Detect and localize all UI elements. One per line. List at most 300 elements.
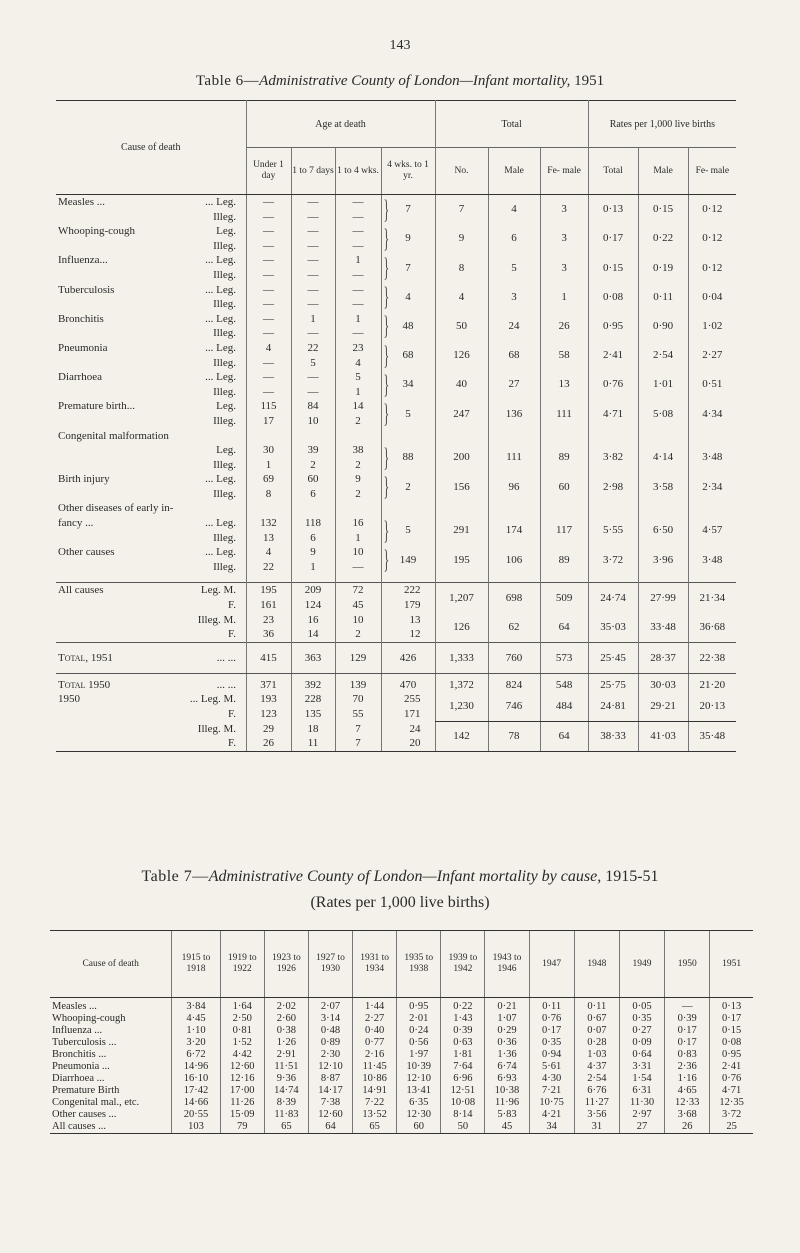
header-male: Male	[488, 148, 540, 195]
no-value: 4	[435, 283, 488, 312]
four-wks-value: 4 }	[381, 283, 435, 312]
cause-label: Congenital mal., etc.	[52, 1097, 140, 1109]
table-row-leg	[56, 370, 736, 385]
rate-male-value: 2·54	[638, 341, 688, 370]
male-value: 136	[488, 399, 540, 428]
rate-female-value: 0·12	[688, 253, 736, 282]
table-row-leg	[56, 224, 736, 239]
total-value: 25·45	[588, 642, 638, 673]
table7-header-cause: Cause of death	[50, 931, 172, 998]
age-value: 1	[335, 531, 381, 546]
table7-header-period: 1939 to 1942	[441, 931, 485, 998]
rate-value: 65	[264, 1121, 308, 1134]
total-value: 25·75	[588, 673, 638, 692]
rate-value: 0·08	[710, 1037, 753, 1049]
cause-label-illeg	[56, 268, 246, 283]
rate-value: 7·22	[353, 1097, 397, 1109]
total-label	[56, 642, 246, 673]
rate-total-value: 3·72	[588, 545, 638, 574]
male-value: 111	[488, 443, 540, 472]
male-value: 106	[488, 545, 540, 574]
total-value: 139	[335, 673, 381, 692]
age-value: 60	[291, 472, 335, 487]
empty-cell	[688, 429, 736, 444]
summary-value: 10	[335, 613, 381, 628]
rate-value: 11·30	[619, 1097, 664, 1109]
cause-label	[56, 283, 246, 298]
summary-total-rate-female: 21·34	[688, 583, 736, 613]
empty-cell	[291, 429, 335, 444]
summary-row	[56, 692, 736, 707]
female-value: 89	[540, 545, 588, 574]
rate-value: 0·40	[353, 1025, 397, 1037]
age-value: 118	[291, 516, 335, 531]
rate-value: 3·20	[172, 1037, 220, 1049]
summary-value: 23	[246, 613, 291, 628]
empty-cell	[638, 501, 688, 516]
brace-icon: }	[383, 193, 390, 225]
cause-label	[56, 312, 246, 327]
age-value: —	[335, 210, 381, 225]
empty-cell	[540, 501, 588, 516]
total-value: 470	[381, 673, 435, 692]
cause-label-illeg	[56, 210, 246, 225]
cause-label: Tuberculosis ...	[52, 1037, 117, 1049]
cause-name: Premature birth...	[58, 400, 135, 413]
cause-label	[56, 370, 246, 385]
rate-value: 2·91	[264, 1049, 308, 1061]
separator-cell	[56, 574, 246, 583]
total-value: 28·37	[638, 642, 688, 673]
age-value: —	[335, 297, 381, 312]
rate-value: 5·61	[529, 1061, 574, 1073]
no-value: 291	[435, 516, 488, 545]
rate-value: 0·39	[665, 1013, 710, 1025]
total-value: 129	[335, 642, 381, 673]
rate-value: 0·67	[574, 1013, 619, 1025]
total-row	[56, 642, 736, 673]
rate-value: 1·64	[220, 998, 264, 1014]
rate-value: 0·95	[397, 998, 441, 1014]
brace-icon: }	[383, 368, 390, 400]
summary-total-female: 509	[540, 583, 588, 613]
rate-value: 6·31	[619, 1085, 664, 1097]
table7-body	[50, 998, 753, 1134]
female-value: 117	[540, 516, 588, 545]
summary-sub-label: ... Leg. M.	[189, 693, 236, 706]
rate-value: 6·96	[441, 1073, 485, 1085]
empty-cell	[488, 501, 540, 516]
table-row-leg	[56, 399, 736, 414]
summary-label	[56, 736, 246, 751]
age-value: —	[335, 268, 381, 283]
table7-header-period: 1943 to 1946	[485, 931, 529, 998]
rate-female-value: 0·12	[688, 224, 736, 253]
rate-value: 79	[220, 1121, 264, 1134]
summary-label	[56, 627, 246, 642]
age-value: —	[246, 224, 291, 239]
empty-cell	[488, 429, 540, 444]
header-rate-female: Fe- male	[688, 148, 736, 195]
total-value: 426	[381, 642, 435, 673]
rate-value: 9·36	[264, 1073, 308, 1085]
cause-name: Other causes	[58, 546, 115, 559]
age-value: —	[291, 297, 335, 312]
rate-value: 7·64	[441, 1061, 485, 1073]
summary-total-rate-total: 24·74	[588, 583, 638, 613]
age-value: 1	[246, 458, 291, 473]
rate-value: 11·83	[264, 1109, 308, 1121]
rate-female-value: 4·57	[688, 516, 736, 545]
empty-cell	[335, 501, 381, 516]
brace-icon: }	[383, 339, 390, 371]
header-under-1-day: Under 1 day	[246, 148, 291, 195]
male-value: 4	[488, 195, 540, 225]
leg-label: ... Leg.	[205, 371, 236, 384]
cause-name: Bronchitis	[58, 312, 104, 325]
header-1-to-4-wks: 1 to 4 wks.	[335, 148, 381, 195]
rate-value: 1·16	[665, 1073, 710, 1085]
rate-female-value: 3·48	[688, 545, 736, 574]
cause-label	[56, 516, 246, 531]
no-value: 50	[435, 312, 488, 341]
summary-value: 209	[291, 583, 335, 598]
male-value: 27	[488, 370, 540, 399]
rate-value: 34	[529, 1121, 574, 1134]
age-value: 30	[246, 443, 291, 458]
age-value: 1	[335, 253, 381, 268]
rate-value: 6·35	[397, 1097, 441, 1109]
rate-male-value: 5·08	[638, 399, 688, 428]
table6-title-italic: Administrative County of London—Infant mortality,	[259, 73, 571, 89]
rate-value: 14·96	[172, 1061, 220, 1073]
rate-value: 60	[397, 1121, 441, 1134]
summary-value: 171	[381, 707, 435, 722]
empty-cell	[540, 574, 588, 583]
rate-value: 3·56	[574, 1109, 619, 1121]
rate-female-value: 2·34	[688, 472, 736, 501]
rate-value: 14·74	[264, 1085, 308, 1097]
summary-label	[56, 613, 246, 628]
empty-cell	[588, 501, 638, 516]
age-value: 2	[335, 487, 381, 502]
leg-label: Leg.	[216, 225, 236, 238]
rate-value: 2·07	[308, 998, 352, 1014]
table6-title-year: 1951	[570, 73, 605, 89]
rate-value: 4·45	[172, 1013, 220, 1025]
age-value: —	[335, 326, 381, 341]
rate-value: 10·86	[353, 1073, 397, 1085]
no-value: 7	[435, 195, 488, 225]
age-value: 5	[335, 370, 381, 385]
summary-total-no: 142	[435, 722, 488, 752]
brace-icon: }	[383, 397, 390, 429]
age-value: 38	[335, 443, 381, 458]
rate-male-value: 0·22	[638, 224, 688, 253]
rate-value: 6·76	[574, 1085, 619, 1097]
summary-total-no: 126	[435, 613, 488, 643]
age-value: 1	[291, 560, 335, 575]
cause-label	[56, 253, 246, 268]
four-wks-value: 88 }	[381, 443, 435, 472]
rate-value: 10·75	[529, 1097, 574, 1109]
summary-total-male: 698	[488, 583, 540, 613]
age-value: 14	[335, 399, 381, 414]
brace-icon: }	[383, 470, 390, 502]
male-value: 96	[488, 472, 540, 501]
rate-value: 12·51	[441, 1085, 485, 1097]
rate-value: 14·17	[308, 1085, 352, 1097]
table6-header-rates: Rates per 1,000 live births	[588, 101, 736, 148]
summary-total-rate-male: 41·03	[638, 722, 688, 752]
rate-male-value: 1·01	[638, 370, 688, 399]
summary-row	[56, 583, 736, 598]
rate-value: 103	[172, 1121, 220, 1134]
empty-cell	[688, 501, 736, 516]
empty-cell	[381, 429, 435, 444]
rate-value: 1·43	[441, 1013, 485, 1025]
total-value: 371	[246, 673, 291, 692]
rate-value: 0·63	[441, 1037, 485, 1049]
age-value: 10	[335, 545, 381, 560]
age-value: —	[291, 370, 335, 385]
table6-header-age: Age at death	[246, 101, 435, 148]
rate-value: 0·81	[220, 1025, 264, 1037]
cause-label	[56, 443, 246, 458]
rate-value: 6·93	[485, 1073, 529, 1085]
cause-label	[56, 399, 246, 414]
table7-header-period: 1915 to 1918	[172, 931, 220, 998]
rate-value: 64	[308, 1121, 352, 1134]
brace-icon: }	[383, 514, 390, 546]
rate-value: 27	[619, 1121, 664, 1134]
rate-male-value: 4·14	[638, 443, 688, 472]
empty-cell	[638, 429, 688, 444]
table7-subtitle: (Rates per 1,000 live births)	[310, 894, 490, 911]
rate-value: 1·54	[619, 1073, 664, 1085]
summary-value: 45	[335, 598, 381, 613]
brace-icon: }	[383, 543, 390, 575]
rate-value: 0·38	[264, 1025, 308, 1037]
table-row	[50, 1025, 753, 1037]
cause-label	[56, 195, 246, 210]
rate-value: 0·09	[619, 1037, 664, 1049]
four-wks-value: 7 }	[381, 253, 435, 282]
male-value: 174	[488, 516, 540, 545]
header-1-to-7-days: 1 to 7 days	[291, 148, 335, 195]
age-value: —	[246, 195, 291, 210]
rate-value: 0·64	[619, 1049, 664, 1061]
age-value: —	[246, 356, 291, 371]
no-value: 126	[435, 341, 488, 370]
table7-header-period: 1927 to 1930	[308, 931, 352, 998]
rate-male-value: 0·90	[638, 312, 688, 341]
rate-total-value: 0·76	[588, 370, 638, 399]
age-value: 69	[246, 472, 291, 487]
rate-value: 11·27	[574, 1097, 619, 1109]
rate-total-value: 3·82	[588, 443, 638, 472]
rate-value: 0·17	[665, 1025, 710, 1037]
cause-label-illeg	[56, 239, 246, 254]
table-row	[50, 1109, 753, 1121]
illeg-label: Illeg.	[213, 210, 236, 223]
table-row	[50, 1085, 753, 1097]
rate-female-value: 0·51	[688, 370, 736, 399]
illeg-label: Illeg.	[213, 239, 236, 252]
rate-value: 11·45	[353, 1061, 397, 1073]
cause-name: Tuberculosis	[58, 283, 115, 296]
summary-value: 135	[291, 707, 335, 722]
age-value: —	[246, 210, 291, 225]
header-rate-male: Male	[638, 148, 688, 195]
cause-name: Diarrhoea	[58, 371, 102, 384]
summary-total-no: 1,207	[435, 583, 488, 613]
empty-cell	[335, 429, 381, 444]
empty-cell	[688, 574, 736, 583]
rate-total-value: 0·15	[588, 253, 638, 282]
empty-cell	[381, 501, 435, 516]
male-value: 5	[488, 253, 540, 282]
table-row-leg	[56, 545, 736, 560]
table7-header-row	[50, 931, 753, 998]
table7-title	[0, 868, 800, 886]
rate-value: 6·74	[485, 1061, 529, 1073]
cause-label: Influenza ...	[52, 1025, 103, 1037]
summary-value: 29	[246, 722, 291, 737]
rate-value: 11·26	[220, 1097, 264, 1109]
illeg-label: Illeg.	[213, 414, 236, 427]
empty-cell	[540, 429, 588, 444]
cause-name: Pneumonia	[58, 341, 108, 354]
summary-row	[56, 613, 736, 628]
summary-total-rate-male: 29·21	[638, 692, 688, 721]
table-row	[50, 998, 753, 1014]
leg-label: ... Leg.	[205, 473, 236, 486]
rate-male-value: 0·19	[638, 253, 688, 282]
summary-sub-label: Illeg. M.	[197, 722, 236, 735]
table-row	[50, 1073, 753, 1085]
rate-value: 0·95	[710, 1049, 753, 1061]
rate-value: 1·44	[353, 998, 397, 1014]
summary-value: 193	[246, 692, 291, 707]
total-name: Total, 1951	[58, 651, 113, 664]
summary-total-female: 64	[540, 722, 588, 752]
leg-label: Leg.	[216, 444, 236, 457]
rate-value: 12·16	[220, 1073, 264, 1085]
rate-value: 6·72	[172, 1049, 220, 1061]
total-value: 22·38	[688, 642, 736, 673]
age-value: 22	[246, 560, 291, 575]
total-value: 21·20	[688, 673, 736, 692]
total-dots: ... ...	[216, 651, 236, 664]
age-value: 1	[291, 312, 335, 327]
summary-total-female: 64	[540, 613, 588, 643]
empty-cell	[246, 429, 291, 444]
total-value: 824	[488, 673, 540, 692]
cause-label: Measles ...	[52, 1001, 97, 1013]
cause-heading-row	[56, 501, 736, 516]
rate-value: 4·71	[710, 1085, 753, 1097]
table-row-leg	[56, 443, 736, 458]
summary-value: 179	[381, 598, 435, 613]
age-value: —	[291, 253, 335, 268]
rate-value: 5·83	[485, 1109, 529, 1121]
rate-total-value: 0·08	[588, 283, 638, 312]
rate-value: 3·84	[172, 998, 220, 1014]
table7-title-years: 1915-51	[601, 868, 659, 885]
table7-header-period: 1947	[529, 931, 574, 998]
no-value: 9	[435, 224, 488, 253]
table7-header-period: 1951	[710, 931, 753, 998]
total-dots: ... ...	[216, 678, 236, 691]
age-value: —	[246, 385, 291, 400]
summary-value: 7	[335, 736, 381, 751]
female-value: 3	[540, 253, 588, 282]
rate-value: 10·08	[441, 1097, 485, 1109]
empty-cell	[335, 574, 381, 583]
table-row-leg	[56, 253, 736, 268]
summary-total-rate-female: 20·13	[688, 692, 736, 721]
female-value: 1	[540, 283, 588, 312]
four-wks-value: 2 }	[381, 472, 435, 501]
rate-value: 7·21	[529, 1085, 574, 1097]
summary-sub-label: Illeg. M.	[197, 613, 236, 626]
summary-total-rate-male: 33·48	[638, 613, 688, 643]
brace-icon: }	[383, 310, 390, 342]
rate-value: 0·24	[397, 1025, 441, 1037]
summary-value: 222	[381, 583, 435, 598]
summary-group-name: 1950	[58, 693, 80, 706]
table-row	[50, 1037, 753, 1049]
rate-value: 12·10	[397, 1073, 441, 1085]
age-value: —	[246, 297, 291, 312]
rate-female-value: 1·02	[688, 312, 736, 341]
empty-cell	[435, 574, 488, 583]
age-value: —	[246, 253, 291, 268]
cause-label-illeg	[56, 458, 246, 473]
age-value: —	[335, 195, 381, 210]
age-value: 1	[335, 312, 381, 327]
summary-total-rate-female: 35·48	[688, 722, 736, 752]
rate-male-value: 3·96	[638, 545, 688, 574]
table-row	[50, 1097, 753, 1109]
age-value: —	[291, 210, 335, 225]
empty-cell	[291, 574, 335, 583]
empty-cell	[246, 501, 291, 516]
rate-value: 1·52	[220, 1037, 264, 1049]
illeg-label: Illeg.	[213, 356, 236, 369]
rate-value: 20·55	[172, 1109, 220, 1121]
table7-header-period: 1948	[574, 931, 619, 998]
male-value: 3	[488, 283, 540, 312]
summary-value: 36	[246, 627, 291, 642]
male-value: 68	[488, 341, 540, 370]
rate-value: 4·65	[665, 1085, 710, 1097]
leg-label: ... Leg.	[205, 312, 236, 325]
rate-value: 2·36	[665, 1061, 710, 1073]
rate-value: 0·21	[485, 998, 529, 1014]
cause-heading: Other diseases of early in-	[58, 502, 174, 515]
age-value: 39	[291, 443, 335, 458]
age-value: —	[291, 195, 335, 210]
rate-value: 0·17	[665, 1037, 710, 1049]
rate-value: 0·35	[529, 1037, 574, 1049]
empty-cell	[588, 574, 638, 583]
age-value: —	[291, 239, 335, 254]
rate-value: 4·37	[574, 1061, 619, 1073]
rate-value: 17·00	[220, 1085, 264, 1097]
cause-label: Other causes ...	[52, 1109, 117, 1121]
